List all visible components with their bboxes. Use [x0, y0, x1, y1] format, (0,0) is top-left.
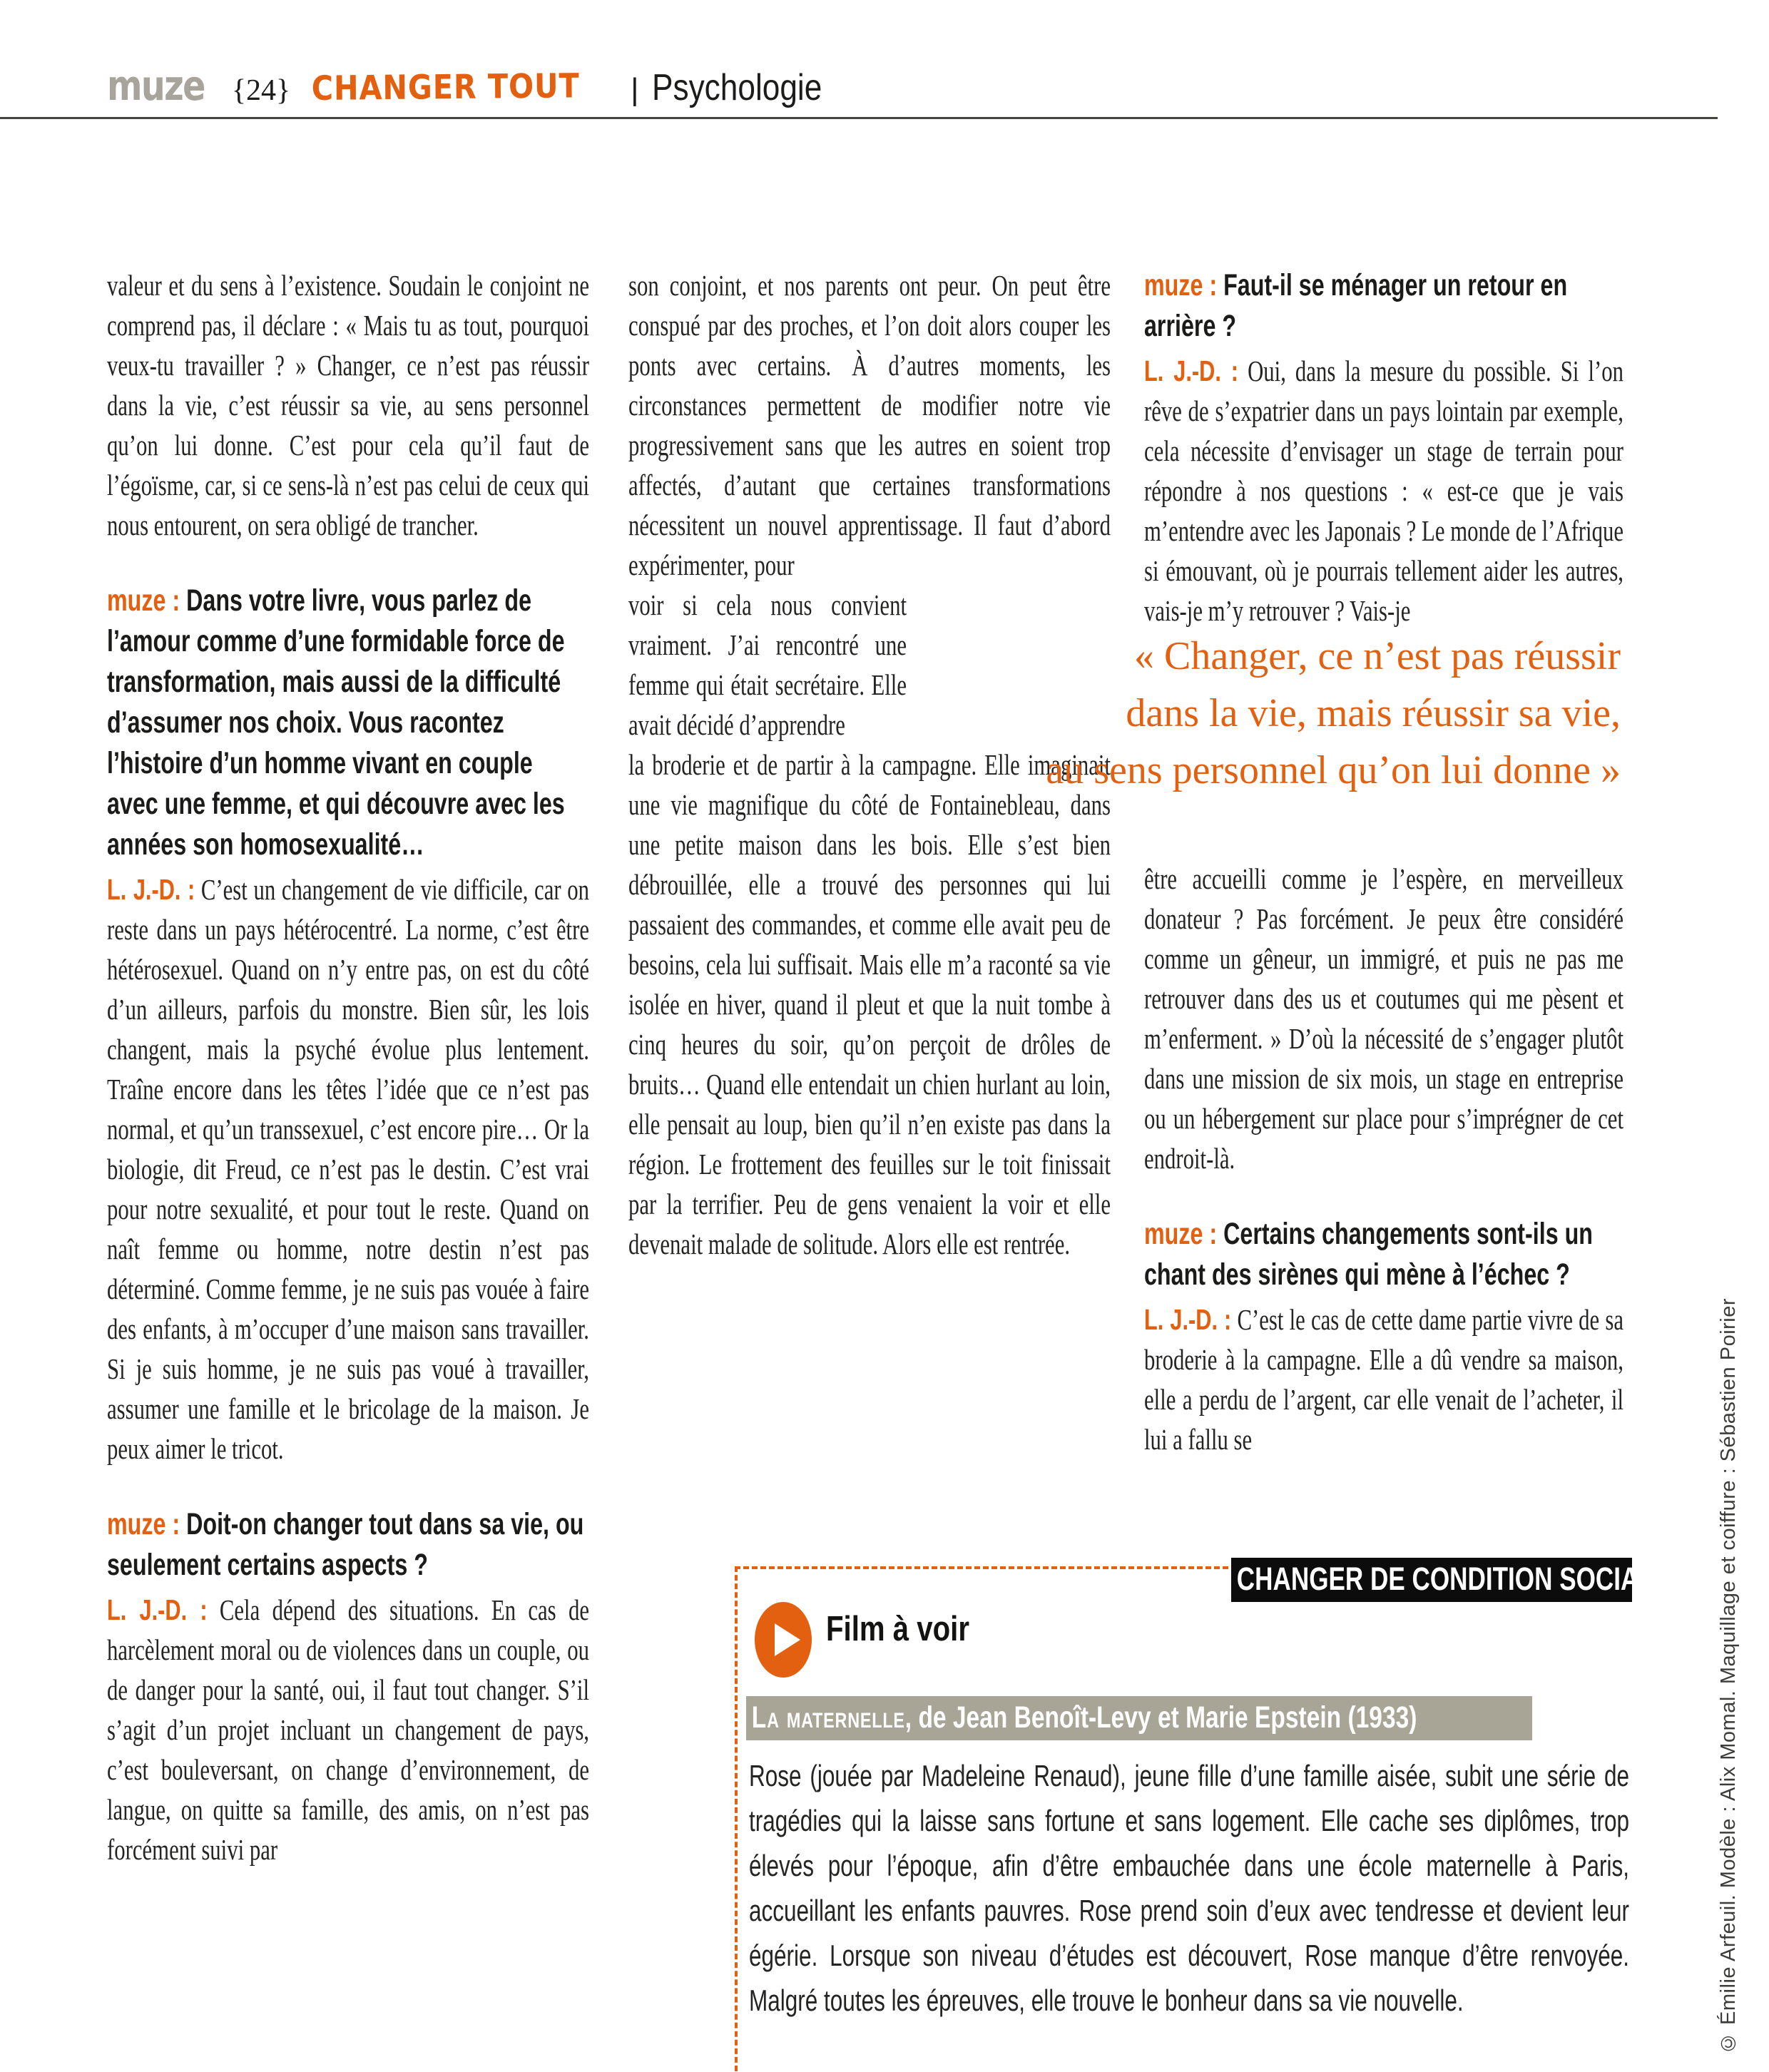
category-tag	[1231, 1558, 1671, 1602]
film-title	[746, 1696, 1417, 1739]
question-text: Certains changements sont-ils un chant des sirènes qui mène à l’échec ?	[1144, 1217, 1594, 1292]
magazine-logo: muze	[107, 61, 205, 110]
photo-credit: © Émilie Arfeuil. Modèle : Alix Momal. Maquillage et coiffure : Sébastien Poirier	[1717, 1297, 1740, 2054]
film-sidebar-box	[735, 1561, 1671, 2071]
film-title-credits: , de Jean Benoît-Levy et Marie Epstein (1933)	[904, 1700, 1417, 1735]
interviewee-label: L. J.-D. :	[1144, 354, 1239, 387]
interview-answer	[107, 869, 589, 1469]
pull-quote-line: dans la vie, mais réussir sa vie,	[1126, 691, 1621, 735]
interview-question	[107, 1504, 589, 1586]
interview-question	[1144, 1214, 1623, 1295]
interviewer-label: muze :	[1144, 268, 1218, 302]
question-text: Doit-on changer tout dans sa vie, ou seulement certains aspects ?	[107, 1507, 584, 1582]
paragraph: valeur et du sens à l’existence. Soudain le conjoint ne comprend pas, il déclare : « Mais tu as tout, pourquoi veux-tu travailler ? » Changer, ce n’est pas réussir dans la vie, c’est réussir sa vie, au sens personnel qu’on lui donne. C’est pour cela qu’il faut de l’égoïsme, car, si ce sens-là n’est pas celui de ceux qui nous entourent, on sera obligé de trancher.	[107, 269, 589, 541]
interviewee-label: L. J.-D. :	[107, 1593, 208, 1626]
article-column-3	[1144, 265, 1623, 1459]
question-text: Faut-il se ménager un retour en arrière ?	[1144, 268, 1568, 343]
interviewee-label: L. J.-D. :	[107, 873, 195, 906]
interview-answer-continued: être accueilli comme je l’espère, en merveilleux donateur ? Pas forcément. Je peux être considéré comme un gêneur, un immigré, et puis ne pas me retrouver dans des us et coutumes qui me pèsent et m’enferment. » D’où la nécessité de s’engager plutôt dans une mission de six mois, un stage en entreprise ou un hébergement sur place pour s’imprégner de cet endroit-là.	[1144, 862, 1623, 1175]
question-text: Dans votre livre, vous parlez de l’amour comme d’une formidable force de transformation, mais aussi de la difficulté d’assumer nos choix. Vous racontez l’histoire d’un homme vivant en couple avec une femme, et qui découvre avec les années son homosexualité…	[107, 583, 565, 862]
film-title-bar	[746, 1696, 1532, 1740]
interviewer-label: muze :	[107, 1507, 180, 1541]
answer-text: C’est le cas de cette dame partie vivre de sa broderie à la campagne. Elle a dû vendre sa maison, elle a perdu de l’argent, car elle venait de l’acheter, il lui a fallu se	[1144, 1303, 1623, 1456]
play-icon	[755, 1602, 812, 1678]
paragraph: son conjoint, et nos parents ont peur. On peut être conspué par des proches, et l’on doit alors couper les ponts avec certains. À d’autres moments, les circonstances permettent de modifier notre vie progressivement sans que les autres en soient trop affectés, d’autant que certaines transformations nécessitent un nouvel apprentissage. Il faut d’abord expérimenter, pour	[628, 269, 1111, 581]
interviewer-label: muze :	[1144, 1217, 1218, 1251]
paragraph-wrapped-around-quote: voir si cela nous convient vraiment. J’ai rencontré une femme qui était secrétaire. Elle avait décidé d’apprendre	[628, 588, 907, 741]
article-column-1	[107, 265, 589, 1869]
play-triangle-icon	[775, 1623, 800, 1656]
header-rule	[0, 117, 1718, 119]
interview-question	[1144, 265, 1623, 347]
interview-question	[107, 581, 589, 865]
film-description: Rose (jouée par Madeleine Renaud), jeune fille d’une famille aisée, subit une série de tragédies qui la laisse sans fortune et sans logement. Elle cache ses diplômes, trop élevés pour l’époque, afin d’être embauchée dans une école maternelle à Paris, accueillant les enfants pauvres. Rose prend soin d’eux avec tendresse et devient leur égérie. Lorsque son niveau d’études est découvert, Rose manque d’être renvoyée. Malgré toutes les épreuves, elle trouve le bonheur dans sa vie nouvelle.	[749, 1759, 1629, 2017]
category-tag-label: CHANGER DE CONDITION SOCIALE	[1236, 1561, 1671, 1597]
pull-quote	[892, 628, 1621, 799]
section-title: CHANGER TOUT	[311, 66, 580, 108]
answer-text: C’est un changement de vie difficile, car on reste dans un pays hétérocentré. La norme, c’est être hétérosexuel. Quand on n’y entre pas, on est du côté d’un ailleurs, parfois du monstre. Bien sûr, les lois changent, mais la psyché évolue plus lentement. Traîne encore dans les têtes l’idée que ce n’est pas normal, et qu’un transsexuel, c’est encore pire… Or la biologie, dit Freud, ce n’est pas le destin. C’est vrai pour notre sexualité, et pour tout le reste. Quand on naît femme ou homme, notre destin n’est pas déterminé. Comme femme, je ne suis pas vouée à faire des enfants, à m’occuper d’une maison sans travailler. Si je suis homme, je ne suis pas voué à travailler, assumer une famille et le bricolage de la maison. Je peux aimer le tricot.	[107, 873, 589, 1465]
interview-answer	[1144, 351, 1623, 631]
page-number: {24}	[231, 74, 291, 107]
page-header	[107, 61, 852, 110]
pull-quote-line: au sens personnel qu’on lui donne »	[1046, 748, 1621, 792]
answer-text: Cela dépend des situations. En cas de harcèlement moral ou de violences dans un couple, ou de danger pour la santé, oui, il faut tout changer. S’il s’agit d’un projet incluant un changement de pays, c’est bouleversant, on change d’environnement, de langue, on quitte sa famille, des amis, on n’est pas forcément suivi par	[107, 1593, 589, 1866]
film-title-name: La maternelle	[751, 1700, 905, 1735]
interview-answer	[107, 1590, 589, 1869]
paragraph: la broderie et de partir à la campagne. Elle imaginait une vie magnifique du côté de Fontainebleau, dans une petite maison dans les bois. Elle s’est bien débrouillée, elle a trouvé des personnes qui lui passaient des commandes, et comme elle avait peu de besoins, cela lui suffisait. Mais elle m’a raconté sa vie isolée en hiver, quand il pleut et que la nuit tombe à cinq heures du soir, qu’on perçoit de drôles de bruits… Quand elle entendait un chien hurlant au loin, elle pensait au loup, bien qu’il n’en existe pas dans la région. Le frottement des feuilles sur le toit finissait par la terrifier. Peu de gens venaient la voir et elle devenait malade de solitude. Alors elle est rentrée.	[628, 748, 1111, 1260]
rubric-label: Psychologie	[651, 67, 822, 108]
pull-quote-line: « Changer, ce n’est pas réussir	[1134, 634, 1621, 678]
header-separator: |	[631, 72, 639, 107]
film-box-heading: Film à voir	[826, 1610, 969, 1648]
interviewee-label: L. J.-D. :	[1144, 1303, 1232, 1336]
interview-answer	[1144, 1300, 1623, 1459]
interviewer-label: muze :	[107, 583, 180, 618]
answer-text: Oui, dans la mesure du possible. Si l’on rêve de s’expatrier dans un pays lointain par exemple, cela nécessite d’envisager un stage de terrain pour répondre à nos questions : « est-ce que je vais m’entendre avec les Japonais ? Le monde de l’Afrique si émouvant, où je pourrais tellement aider les autres, vais-je m’y retrouver ? Vais-je	[1144, 354, 1623, 627]
